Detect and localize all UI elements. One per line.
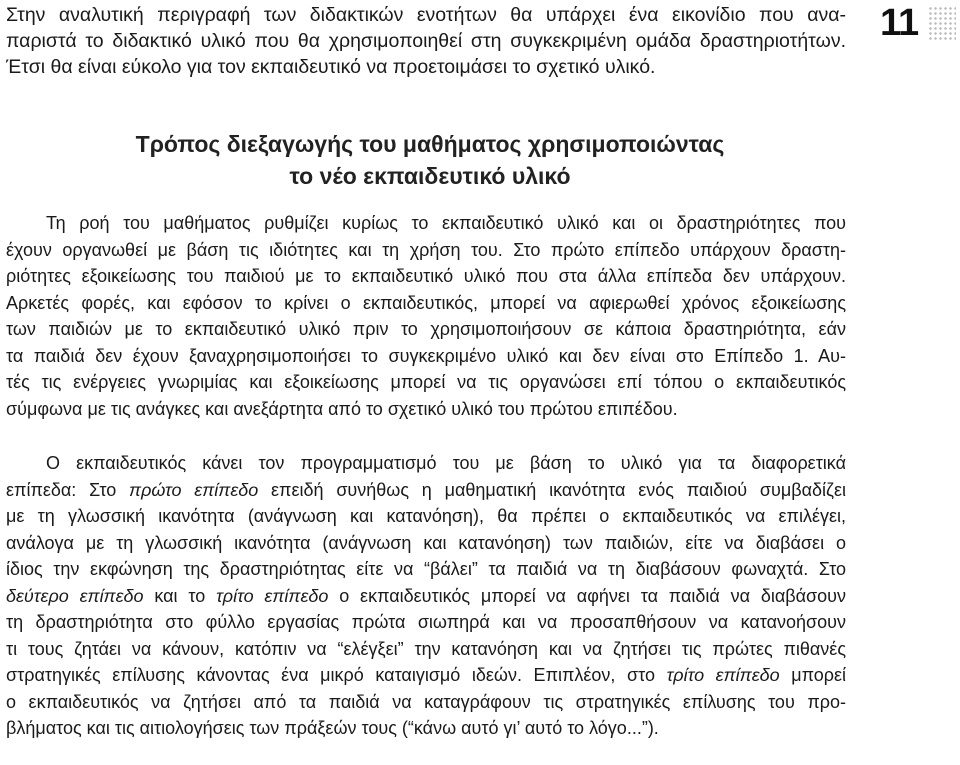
paragraph-line — [6, 583, 846, 610]
text-run: μπορεί — [779, 665, 847, 685]
emphasis-first-level: πρώτο επίπεδο — [129, 479, 259, 500]
emphasis-third-level: τρίτο επίπεδο — [666, 665, 780, 685]
paragraph-line: βλήματος και τις αιτιολογήσεις των πράξεών τους (“κάνω αυτό γι’ αυτό το λόγο...”). — [6, 718, 659, 738]
section-heading-line-1: Τρόπος διεξαγωγής του μαθήματος χρησιμοποιώντας — [135, 131, 725, 157]
paragraph-line: ο εκπαιδευτικός να ζητήσει από τα παιδιά να καταγράφουν τις στρατηγικές επίλυσης του προ- — [6, 691, 846, 712]
paragraph-line: τη δραστηριότητα στο φύλλο εργασίας πρώτα σιωπηρά και να προσαπθήσουν να κατανοήσουν — [6, 612, 846, 632]
section-heading-line-2: το νέο εκπαιδευτικό υλικό — [289, 163, 571, 189]
intro-line: Έτσι θα είναι εύκολο για τον εκπαιδευτικό να προετοιμάσει το σχετικό υλικό. — [6, 56, 656, 78]
paragraph-line: Αρκετές φορές, και εφόσον το κρίνει ο εκπαιδευτικός, μπορεί να αφιερωθεί χρόνος εξοικείωσης — [6, 292, 846, 313]
emphasis-second-level: δεύτερο επίπεδο — [6, 585, 144, 606]
paragraph-line: σύμφωνα με τις ανάγκες και ανεξάρτητα από το σχετικό υλικό του πρώτου επιπέδου. — [6, 398, 678, 419]
paragraph-line: τι τους ζητάει να κάνουν, κατόπιν να “ελέγξει” την κατανόηση και να ζητήσει τις πρώτες πιθανές — [6, 638, 846, 659]
body-paragraph-2 — [6, 450, 846, 742]
paragraph-line: Τη ροή του μαθήματος ρυθμίζει κυρίως το εκπαιδευτικό υλικό και οι δραστηριότητες που — [46, 213, 846, 233]
paragraph-line: Ο εκπαιδευτικός κάνει τον προγραμματισμό του με βάση το υλικό για τα διαφορετικά — [46, 453, 846, 473]
paragraph-line — [6, 662, 846, 689]
intro-line: παριστά το διδακτικό υλικό που θα χρησιμοποιηθεί στη συγκεκριμένη ομάδα δραστηριοτήτων. — [6, 30, 846, 52]
paragraph-line: ριότητες εξοικείωσης του παιδιού με το εκπαιδευτικό υλικό που στα άλλα επίπεδα δεν υπάρχουν. — [6, 266, 846, 286]
paragraph-line: με τη γλωσσική ικανότητα (ανάγνωση και κατανόηση), θα πρέπει ο εκπαιδευτικός να επιλέγει, — [6, 506, 846, 526]
paragraph-line: τές τις ενέργειες γνωριμίας και εξοικείωσης μπορεί να τις οργανώσει επί τόπου ο εκπαιδευτικός — [6, 372, 846, 392]
text-run: επίπεδα: Στο — [6, 479, 130, 500]
text-run: στρατηγικές επίλυσης κάνοντας ένα μικρό καταιγισμό ιδεών. Επιπλέον, στο — [6, 665, 667, 685]
emphasis-third-level: τρίτο επίπεδο — [216, 585, 329, 606]
text-run: και το — [143, 585, 217, 606]
paragraph-line: ίδιος την εκφώνηση της δραστηριότητας είτε να “βάλει” τα παιδιά να τη διαβάσουν φωναχτά. Στο — [6, 559, 846, 579]
paragraph-line: ανάλογα με τη γλωσσική ικανότητα (ανάγνωση και κατανόηση) των παιδιών, είτε να διαβάσει ο — [6, 532, 846, 553]
text-run: ο εκπαιδευτικός μπορεί να αφήνει τα παιδιά να διαβάσουν — [328, 585, 846, 606]
page-number: 11 — [880, 2, 919, 44]
paragraph-line: των παιδιών με το εκπαιδευτικό υλικό πριν το χρησιμοποιήσουν σε κάποια δραστηριότητα, εάν — [6, 319, 846, 339]
intro-line: Στην αναλυτική περιγραφή των διδακτικών ενοτήτων θα υπάρχει ένα εικονίδιο που ανα- — [6, 4, 846, 26]
body-paragraph-1 — [6, 210, 846, 422]
intro-paragraph — [6, 2, 846, 80]
page-number-dot-pattern — [928, 6, 956, 40]
paragraph-line: τα παιδιά δεν έχουν ξαναχρησιμοποιήσει το συγκεκριμένο υλικό και δεν είναι στο Επίπεδο 1. Αυ- — [6, 345, 846, 366]
text-run: επειδή συνήθως η μαθηματική ικανότητα ενός παιδιού συμβαδίζει — [258, 479, 846, 500]
paragraph-line: έχουν οργανωθεί με βάση τις ιδιότητες και τη χρήση του. Στο πρώτο επίπεδο υπάρχουν δραστη- — [6, 239, 846, 260]
paragraph-line — [6, 477, 846, 504]
